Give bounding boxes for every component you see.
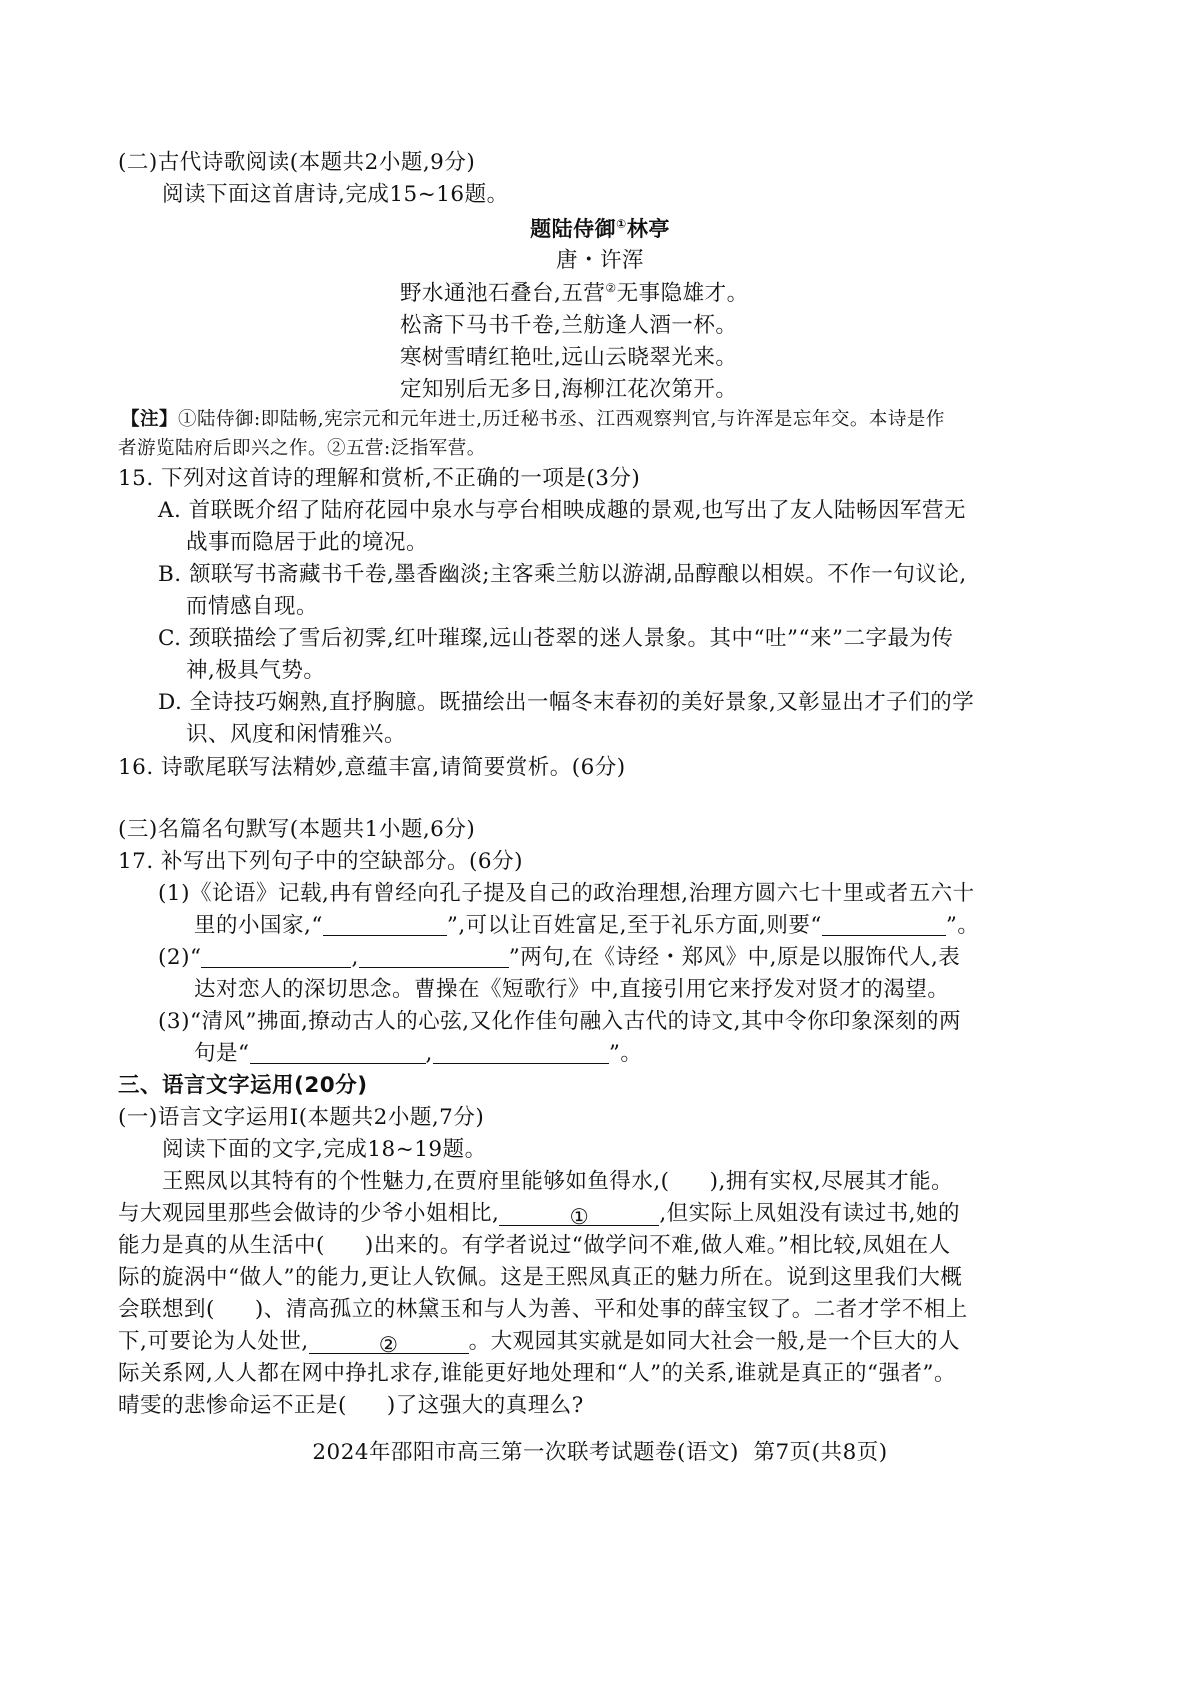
q15-option-b-cont: 而情感自现。 [186,594,319,619]
q17-item-2: (2)“ , ”两句,在《诗经・郑风》中,原是以服饰代人,表 [158,945,961,970]
poem-author: 唐・许浑 [555,248,644,273]
passage-line-7: 际关系网,人人都在网中挣扎求存,谁能更好地处理和“人”的关系,谁就是真正的“强者”。 [118,1361,956,1386]
passage-line-2: 与大观园里那些会做诗的少爷小姐相比, ① ,但实际上凤姐没有读过书,她的 [118,1201,961,1230]
q16-stem: 16. 诗歌尾联写法精妙,意蕴丰富,请简要赏析。(6分) [118,755,626,780]
note-label: 【注】 [121,409,179,430]
q15-option-d-cont: 识、风度和闲情雅兴。 [186,722,407,747]
q17-item-2-cont: 达对恋人的深切思念。曹操在《短歌行》中,直接引用它来抒发对贤才的渴望。 [194,977,950,1002]
sub1-instruction: 阅读下面的文字,完成18~19题。 [162,1137,487,1162]
section3-heading: (三)名篇名句默写(本题共1小题,6分) [118,817,476,842]
answer-blank-1[interactable]: ① [499,1203,659,1226]
page-footer: 2024年邵阳市高三第一次联考试题卷(语文) 第7页(共8页) [312,1440,888,1465]
poem-title: 题陆侍御①林亭 [530,217,670,241]
q17-item-1: (1)《论语》记载,冉有曾经向孔子提及自己的政治理想,治理方圆六七十里或者五六十 [158,881,975,906]
answer-blank[interactable] [201,945,351,968]
section2-heading: (二)古代诗歌阅读(本题共2小题,9分) [118,150,476,175]
q17-item-1-cont: 里的小国家,“ ”,可以让百姓富足,至于礼乐方面,则要“ ”。 [194,913,980,938]
q17-stem: 17. 补写出下列句子中的空缺部分。(6分) [118,849,523,874]
answer-blank[interactable] [359,945,509,968]
poem-line-1: 野水通池石叠台,五营②无事隐雄才。 [400,280,749,306]
poem-note-mark-2: ② [605,280,617,295]
passage-line-8: 晴雯的悲惨命运不正是( )了这强大的真理么? [118,1393,584,1418]
answer-blank[interactable] [323,913,447,936]
section2-instruction: 阅读下面这首唐诗,完成15~16题。 [162,182,509,207]
sub1-heading: (一)语言文字运用Ⅰ(本题共2小题,7分) [118,1105,485,1130]
answer-blank[interactable] [822,913,946,936]
poem-title-note-mark: ① [616,217,627,231]
q15-option-c-cont: 神,极具气势。 [186,658,326,683]
poem-line-3: 寒树雪晴红艳吐,远山云晓翠光来。 [400,345,738,370]
passage-line-1: 王熙凤以其特有的个性魅力,在贾府里能够如鱼得水,( ),拥有实权,尽展其才能。 [162,1169,954,1194]
q15-stem: 15. 下列对这首诗的理解和赏析,不正确的一项是(3分) [118,466,641,491]
q17-item-3-cont: 句是“ , ”。 [194,1041,643,1066]
poem-note-line-2: 者游览陆府后即兴之作。②五营:泛指军营。 [118,438,486,459]
poem-note-line-1: 【注】①陆侍御:即陆畅,宪宗元和元年进士,历迁秘书丞、江西观察判官,与许浑是忘年交。本诗是作 [121,409,945,430]
passage-line-3: 能力是真的从生活中( )出来的。有学者说过“做学问不难,做人难。”相比较,凤姐在人 [118,1233,951,1258]
q15-option-c: C. 颈联描绘了雪后初霁,红叶璀璨,远山苍翠的迷人景象。其中“吐”“来”二字最为传 [158,626,954,651]
passage-line-4: 际的旋涡中“做人”的能力,更让人钦佩。这是王熙凤真正的魅力所在。说到这里我们大概 [118,1265,963,1290]
answer-blank[interactable] [250,1041,426,1064]
q17-item-3: (3)“清风”拂面,撩动古人的心弦,又化作佳句融入古代的诗文,其中令你印象深刻的两 [158,1009,961,1034]
passage-line-5: 会联想到( )、清高孤立的林黛玉和与人为善、平和处事的薛宝钗了。二者才学不相上 [118,1297,968,1322]
poem-line-4: 定知别后无多日,海柳江花次第开。 [400,377,738,402]
passage-line-6: 下,可要论为人处世, ② 。大观园其实就是如同大社会一般,是一个巨大的人 [118,1329,961,1358]
answer-blank[interactable] [433,1041,609,1064]
answer-blank-2[interactable]: ② [309,1331,469,1354]
q15-option-d: D. 全诗技巧娴熟,直抒胸臆。既描绘出一幅冬末春初的美好景象,又彰显出才子们的学 [158,690,975,715]
q15-option-b: B. 颔联写书斋藏书千卷,墨香幽淡;主客乘兰舫以游湖,品醇酿以相娱。不作一句议论, [158,562,967,587]
q15-option-a: A. 首联既介绍了陆府花园中泉水与亭台相映成趣的景观,也写出了友人陆畅因军营无 [158,498,967,523]
q15-option-a-cont: 战事而隐居于此的境况。 [186,530,429,555]
part3-heading: 三、语言文字运用(20分) [118,1073,368,1098]
poem-line-2: 松斋下马书千卷,兰舫逢人酒一杯。 [400,313,738,338]
